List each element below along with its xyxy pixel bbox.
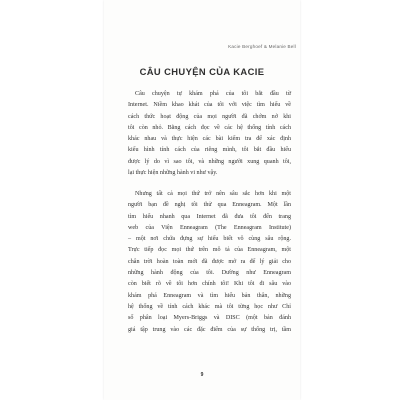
paragraph-2 bbox=[128, 189, 291, 336]
text-line: tìm hiểu nhanh qua Internet đã đưa tôi đến trang bbox=[128, 213, 291, 220]
text-line: Internet. Niềm khao khát của tôi với việc tìm hiểu về bbox=[128, 102, 291, 109]
text-line: chân trời hoàn toàn mới đã được mở ra để lý giải cho bbox=[128, 258, 291, 265]
text-line: khám phá Enneagram và tìm hiểu bản thân, những bbox=[128, 292, 291, 299]
text-line: còn biết rõ về tôi hơn chính tôi! Khi tôi đi sâu vào bbox=[128, 281, 291, 288]
text-line: tôi còn nhỏ. Bằng cách đọc về các hệ thống tính cách bbox=[128, 124, 291, 131]
text-line: web của Viện Enneagram (The Enneagram Institute) bbox=[128, 224, 291, 231]
text-line: người bạn đề nghị tôi thử qua Enneagram. Một lần bbox=[128, 202, 291, 209]
text-line: số phân loại Myers-Briggs và DISC (một bản đánh bbox=[128, 315, 291, 322]
paragraph-1 bbox=[128, 89, 291, 179]
text-line: Trực tiếp đọc mọi thứ trên mô tả của Enneagram, một bbox=[128, 247, 291, 254]
text-line: lại thực hiện những hành vi như vậy. bbox=[128, 170, 218, 177]
text-line: khác nhau và thực hiện các bài kiểm tra để xác định bbox=[128, 136, 291, 143]
text-line: được lý do vì sao tôi, và những người xung quanh tôi, bbox=[128, 158, 291, 165]
text-line: – một nơi chứa đựng sự hiểu biết vô cùng sâu rộng. bbox=[128, 236, 291, 243]
chapter-title: CÂU CHUYỆN CỦA KACIE bbox=[139, 66, 265, 77]
text-line: giá tập trung vào các đặc điểm của sự thống trị, tầm bbox=[128, 326, 291, 333]
book-page bbox=[104, 0, 300, 400]
text-line: hệ thống về tính cách khác mà tôi từng học như Chỉ bbox=[128, 303, 291, 310]
text-line: Nhưng tất cả mọi thứ trở nên sâu sắc hơn khi một bbox=[135, 191, 291, 197]
running-head: Kacie Berghoef & Melanie Bell bbox=[228, 44, 296, 49]
page-number: 9 bbox=[200, 372, 204, 378]
text-line: cách thức hoạt động của mọi người đã chớm nở khi bbox=[128, 113, 291, 120]
text-line: những hành động của tôi. Dường như Enneagram bbox=[128, 270, 291, 277]
text-line: Câu chuyện tự khám phá của tôi bắt đầu từ bbox=[135, 91, 291, 97]
text-line: kiểu hình tính cách của riêng mình, tôi bắt đầu hiểu bbox=[128, 147, 291, 154]
